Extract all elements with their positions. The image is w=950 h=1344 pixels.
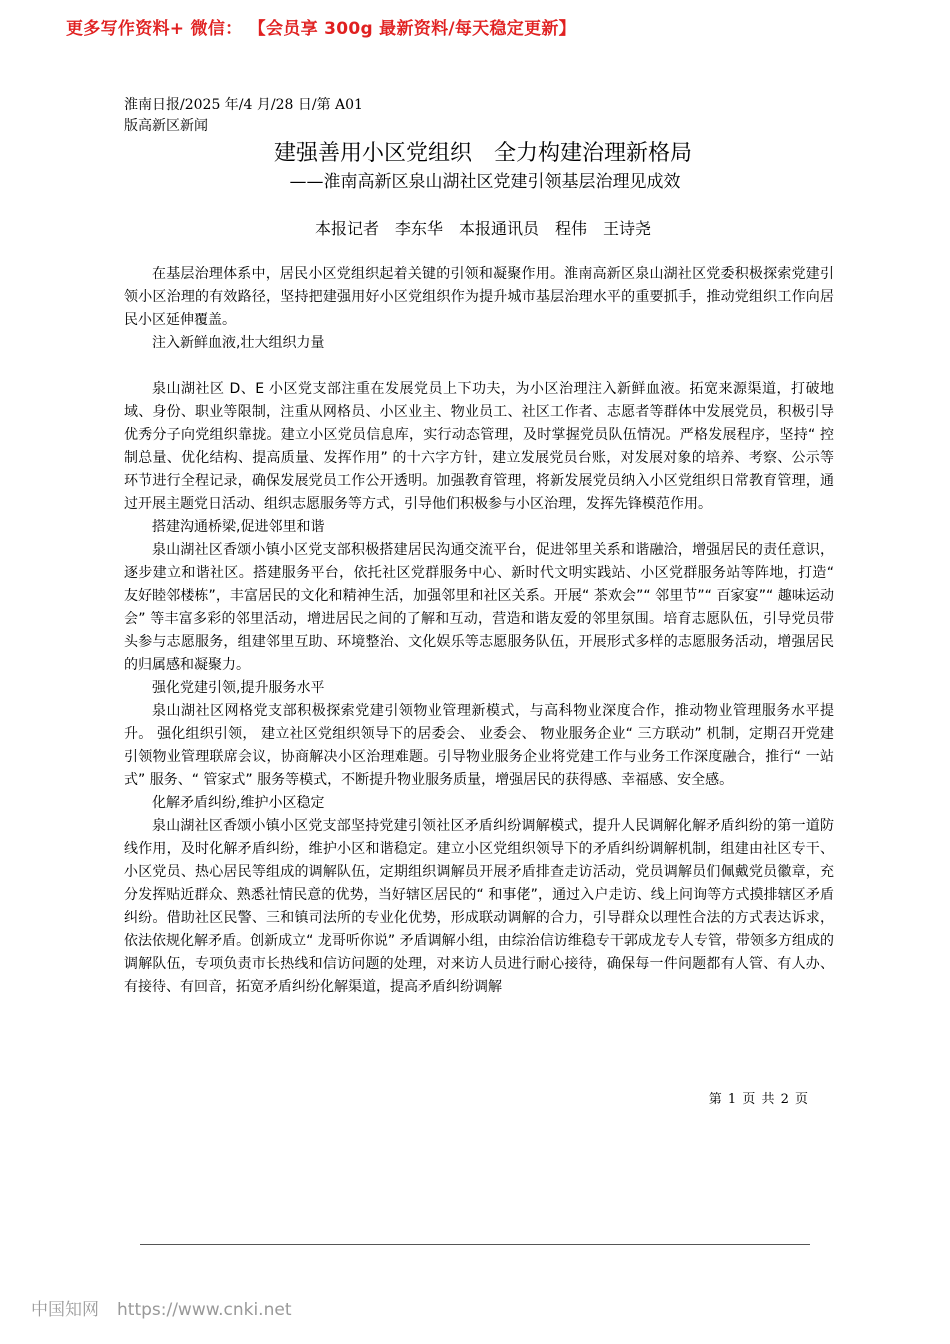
watermark-url: https://www.cnki.net xyxy=(117,1300,292,1320)
source-line-1: 淮南日报/2025 年/4 月/28 日/第 A01 xyxy=(124,97,363,113)
watermark-brand: 中国知网 xyxy=(31,1300,99,1320)
section-heading-3: 强化党建引领,提升服务水平 xyxy=(152,680,325,696)
section-heading-1: 注入新鲜血液,壮大组织力量 xyxy=(152,335,325,351)
paragraph-intro: 在基层治理体系中，居民小区党组织起着关键的引领和凝聚作用。淮南高新区泉山湖社区党委积极探索党建引领小区治理的有效路径，坚持把建强用好小区党组织作为提升城市基层治理水平的重要抓手，推动党组织工作向居民小区延伸覆盖。 xyxy=(124,266,834,328)
paragraph-3: 泉山湖社区网格党支部积极探索党建引领物业管理新模式，与高科物业深度合作，推动物业管理服务水平提升。 强化组织引领， 建立社区党组织领导下的居委会、 业委会、 物业服务企业“ 三方联动” 机制，定期召开党建引领物业管理联席会议，协商解决小区治理难题。引导物业服务企业将党建工作与业务工作深度融合，推行“ 一站式” 服务、“ 管家式” 服务等模式，不断提升物业服务质量，增强居民的获得感、幸福感、安全感。 xyxy=(124,703,834,788)
paragraph-4: 泉山湖社区香颂小镇小区党支部坚持党建引领社区矛盾纠纷调解模式，提升人民调解化解矛盾纠纷的第一道防线作用，及时化解矛盾纠纷，维护小区和谐稳定。建立小区党组织领导下的矛盾纠纷调解机制，组建由社区专干、小区党员、热心居民等组成的调解队伍，定期组织调解员开展矛盾排查走访活动，党员调解员们佩戴党员徽章，充分发挥贴近群众、熟悉社情民意的优势，当好辖区居民的“ 和事佬”，通过入户走访、线上问询等方式摸排辖区矛盾纠纷。借助社区民警、三和镇司法所的专业化优势，形成联动调解的合力，引导群众以理性合法的方式表达诉求，依法依规化解矛盾。创新成立“ 龙哥听你说” 矛盾调解小组，由综治信访维稳专干郭成龙专人专管，带领多方组成的调解队伍，专项负责市长热线和信访问题的处理，对来访人员进行耐心接待，确保每一件问题都有人管、有人办、有接待、有回音，拓宽矛盾纠纷化解渠道，提高矛盾纠纷调解 xyxy=(124,818,834,995)
cnki-watermark xyxy=(31,1295,309,1320)
promo-banner: 更多写作资料+ 微信： 【会员享 300g 最新资料/每天稳定更新】 xyxy=(66,19,576,39)
section-heading-4: 化解矛盾纠纷,维护小区稳定 xyxy=(152,795,325,811)
byline: 本报记者 李东华 本报通讯员 程伟 王诗尧 xyxy=(314,219,651,238)
source-line-2: 版高新区新闻 xyxy=(124,118,208,134)
article-subtitle: ——淮南高新区泉山湖社区党建引领基层治理见成效 xyxy=(289,172,681,192)
article-body xyxy=(124,263,834,999)
page-number: 第 1 页 共 2 页 xyxy=(708,1092,808,1107)
paragraph-2: 泉山湖社区香颂小镇小区党支部积极搭建居民沟通交流平台，促进邻里关系和谐融洽，增强居民的责任意识，逐步建立和谐社区。搭建服务平台，依托社区党群服务中心、新时代文明实践站、小区党群服务站等阵地，打造“ 友好睦邻楼栋”，丰富居民的文化和精神生活，加强邻里和社区关系。开展“ 茶欢会”“ 邻里节”“ 百家宴”“ 趣味运动会” 等丰富多彩的邻里活动，增进居民之间的了解和互动，营造和谐友爱的邻里氛围。培育志愿队伍，引导党员带头参与志愿服务，组建邻里互助、环境整治、文化娱乐等志愿服务队伍，开展形式多样的志愿服务活动，增强居民的归属感和凝聚力。 xyxy=(124,542,834,673)
section-heading-2: 搭建沟通桥梁,促进邻里和谐 xyxy=(152,519,325,535)
source-line xyxy=(124,95,404,137)
paragraph-1: 泉山湖社区 D、E 小区党支部注重在发展党员上下功夫，为小区治理注入新鲜血液。拓宽来源渠道，打破地域、身份、职业等限制，注重从网格员、小区业主、物业员工、社区工作者、志愿者等群体中发展党员，积极引导优秀分子向党组织靠拢。建立小区党员信息库，实行动态管理，及时掌握党员队伍情况。严格发展程序，坚持“ 控制总量、优化结构、提高质量、发挥作用” 的十六字方针，建立发展党员台账，对发展对象的培养、考察、公示等环节进行全程记录，确保发展党员工作公开透明。加强教育管理，将新发展党员纳入小区党组织日常教育管理，通过开展主题党日活动、组织志愿服务等方式，引导他们积极参与小区治理，发挥先锋模范作用。 xyxy=(124,381,834,512)
article-title: 建强善用小区党组织 全力构建治理新格局 xyxy=(273,141,692,166)
footer-divider xyxy=(140,1244,810,1245)
